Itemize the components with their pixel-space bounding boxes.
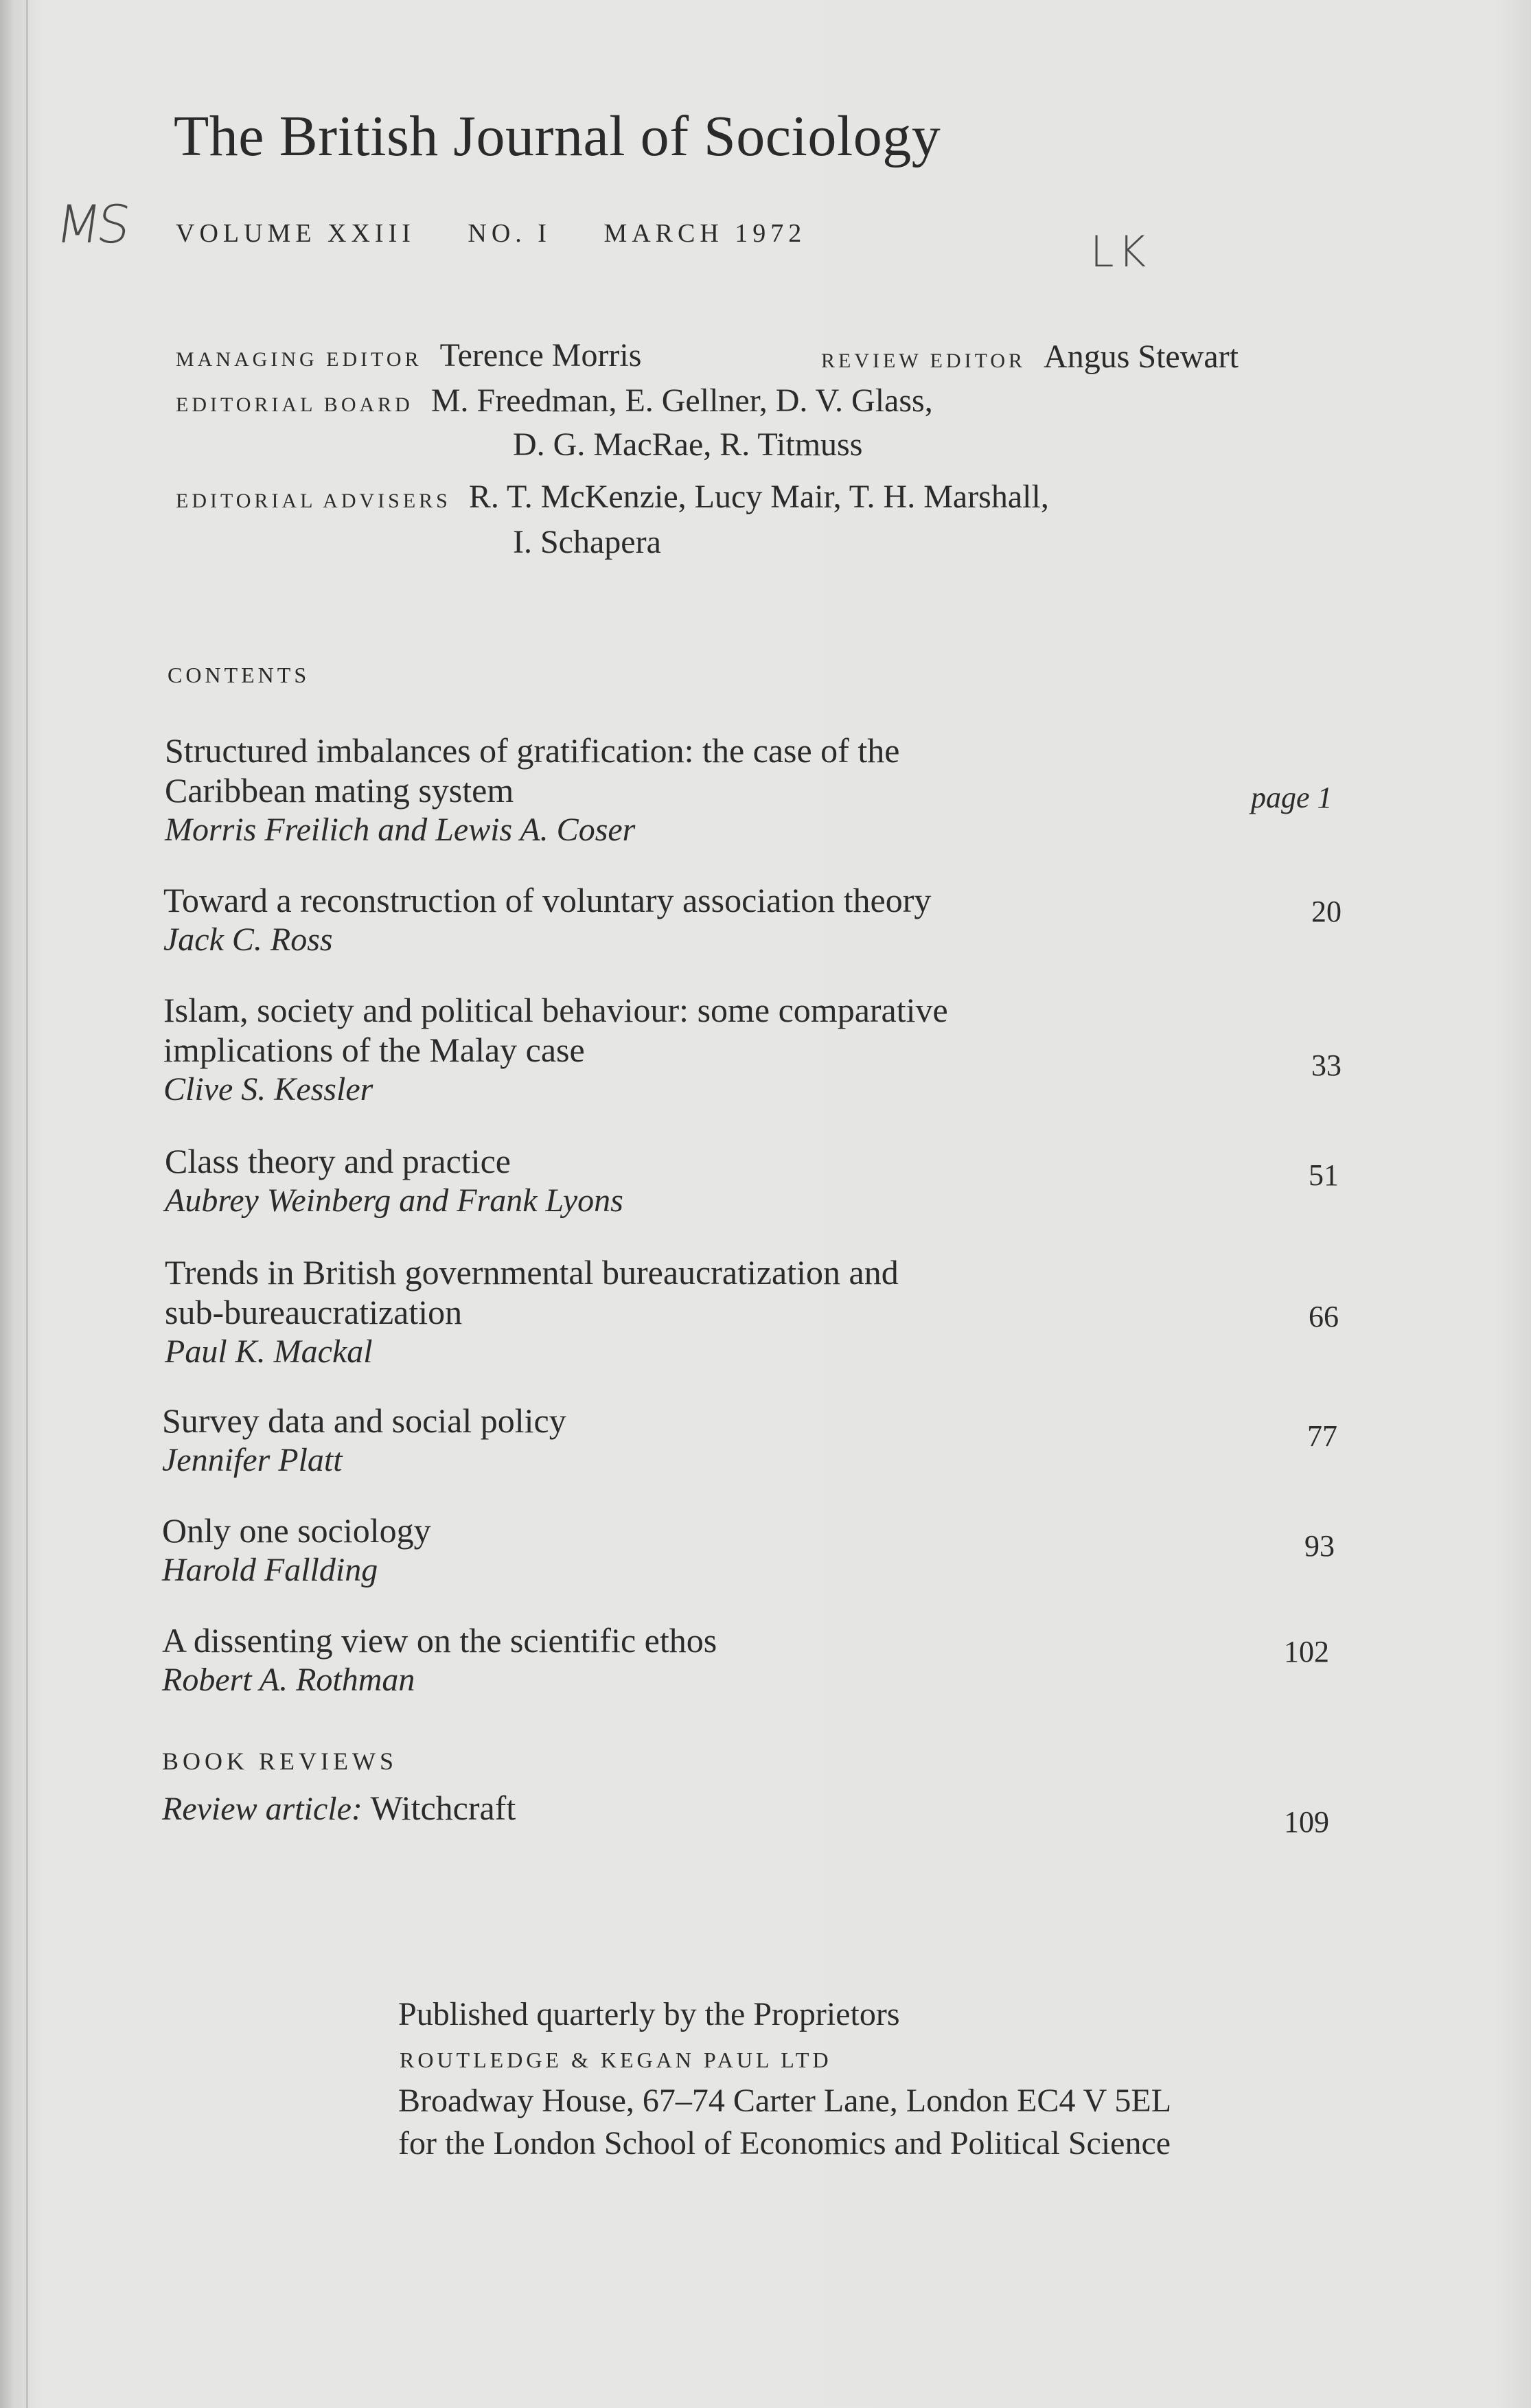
review-editor-label: REVIEW EDITOR — [821, 349, 1026, 372]
contents-entry — [165, 1252, 899, 1372]
publisher-line-1: Published quarterly by the Proprietors — [398, 1996, 900, 2032]
entry-page: page 1 — [1251, 781, 1333, 814]
entry-author: Paul K. Mackal — [165, 1333, 373, 1370]
entry-title-line: Toward a reconstruction of voluntary association theory — [163, 881, 932, 919]
entry-title-line: implications of the Malay case — [163, 1031, 585, 1069]
entry-title-line: Trends in British governmental bureaucratization and — [165, 1253, 899, 1292]
contents-entry — [165, 1141, 623, 1221]
issue-line — [176, 218, 847, 249]
entry-page: 33 — [1311, 1048, 1342, 1082]
entry-title-line: Survey data and social policy — [162, 1401, 566, 1440]
issue-number: NO. I — [468, 219, 551, 248]
issue-date: MARCH 1972 — [603, 219, 807, 248]
entry-title-line: Caribbean mating system — [165, 771, 514, 810]
editorial-board-names-2: D. G. MacRae, R. Titmuss — [513, 426, 863, 463]
entry-title-line: Structured imbalances of gratification: the case of the — [165, 731, 900, 770]
page-spine-shadow — [26, 0, 28, 2408]
editorial-advisers-line — [176, 478, 1049, 516]
contents-heading: CONTENTS — [168, 663, 310, 687]
publisher-line-4: for the London School of Economics and Political Science — [398, 2125, 1171, 2162]
entry-page: 102 — [1284, 1635, 1329, 1669]
review-article-label: Review article: — [162, 1791, 362, 1827]
entry-title-line: Islam, society and political behaviour: some comparative — [163, 991, 948, 1029]
journal-title: The British Journal of Sociology — [174, 104, 941, 168]
entry-author: Morris Freilich and Lewis A. Coser — [165, 812, 636, 848]
entry-author: Aubrey Weinberg and Frank Lyons — [165, 1182, 623, 1219]
editorial-advisers-names-1: R. T. McKenzie, Lucy Mair, T. H. Marshall, — [468, 479, 1049, 515]
publisher-address: Broadway House, 67–74 Carter Lane, London EC4 V 5EL — [398, 2083, 1172, 2119]
editorial-advisers-label: EDITORIAL ADVISERS — [176, 490, 451, 512]
editorial-board-names-1: M. Freedman, E. Gellner, D. V. Glass, — [430, 382, 933, 419]
editorial-board-line — [176, 382, 933, 420]
entry-author: Harold Fallding — [162, 1552, 378, 1588]
review-article-line — [162, 1788, 516, 1828]
entry-page: 20 — [1311, 895, 1342, 928]
handwritten-mark-right: LK — [1090, 227, 1151, 277]
entry-title-line: Class theory and practice — [165, 1142, 511, 1180]
contents-entry — [162, 1511, 431, 1590]
handwritten-mark-left: MS — [51, 194, 131, 255]
contents-entry — [163, 880, 931, 960]
review-editor-line — [821, 338, 1239, 376]
entry-author: Robert A. Rothman — [162, 1662, 415, 1698]
managing-editor-label: MANAGING EDITOR — [176, 348, 422, 371]
entry-title-line: sub-bureaucratization — [165, 1293, 463, 1331]
entry-page: 77 — [1307, 1419, 1337, 1453]
entry-title-line: A dissenting view on the scientific ethos — [162, 1621, 717, 1660]
entry-author: Jennifer Platt — [162, 1442, 343, 1478]
contents-entry — [162, 1620, 717, 1700]
entry-page: 51 — [1309, 1158, 1339, 1192]
review-editor-name: Angus Stewart — [1044, 339, 1239, 375]
entry-page: 66 — [1309, 1300, 1339, 1333]
editorial-advisers-names-2: I. Schapera — [513, 524, 661, 560]
editorial-board-label: EDITORIAL BOARD — [176, 393, 413, 416]
entry-author: Clive S. Kessler — [163, 1071, 373, 1108]
issue-volume: VOLUME XXIII — [176, 219, 415, 248]
contents-entry — [165, 731, 899, 850]
book-reviews-heading: BOOK REVIEWS — [162, 1747, 398, 1775]
entry-page: 93 — [1304, 1529, 1335, 1563]
contents-entry — [162, 1401, 566, 1480]
managing-editor-name: Terence Morris — [439, 337, 642, 374]
managing-editor-line — [176, 336, 641, 374]
review-article-title: Witchcraft — [370, 1789, 516, 1827]
entry-title-line: Only one sociology — [162, 1511, 431, 1550]
review-article-page: 109 — [1284, 1805, 1329, 1839]
entry-author: Jack C. Ross — [163, 921, 333, 958]
contents-entry — [163, 990, 948, 1110]
publisher-name: ROUTLEDGE & KEGAN PAUL LTD — [400, 2048, 832, 2072]
